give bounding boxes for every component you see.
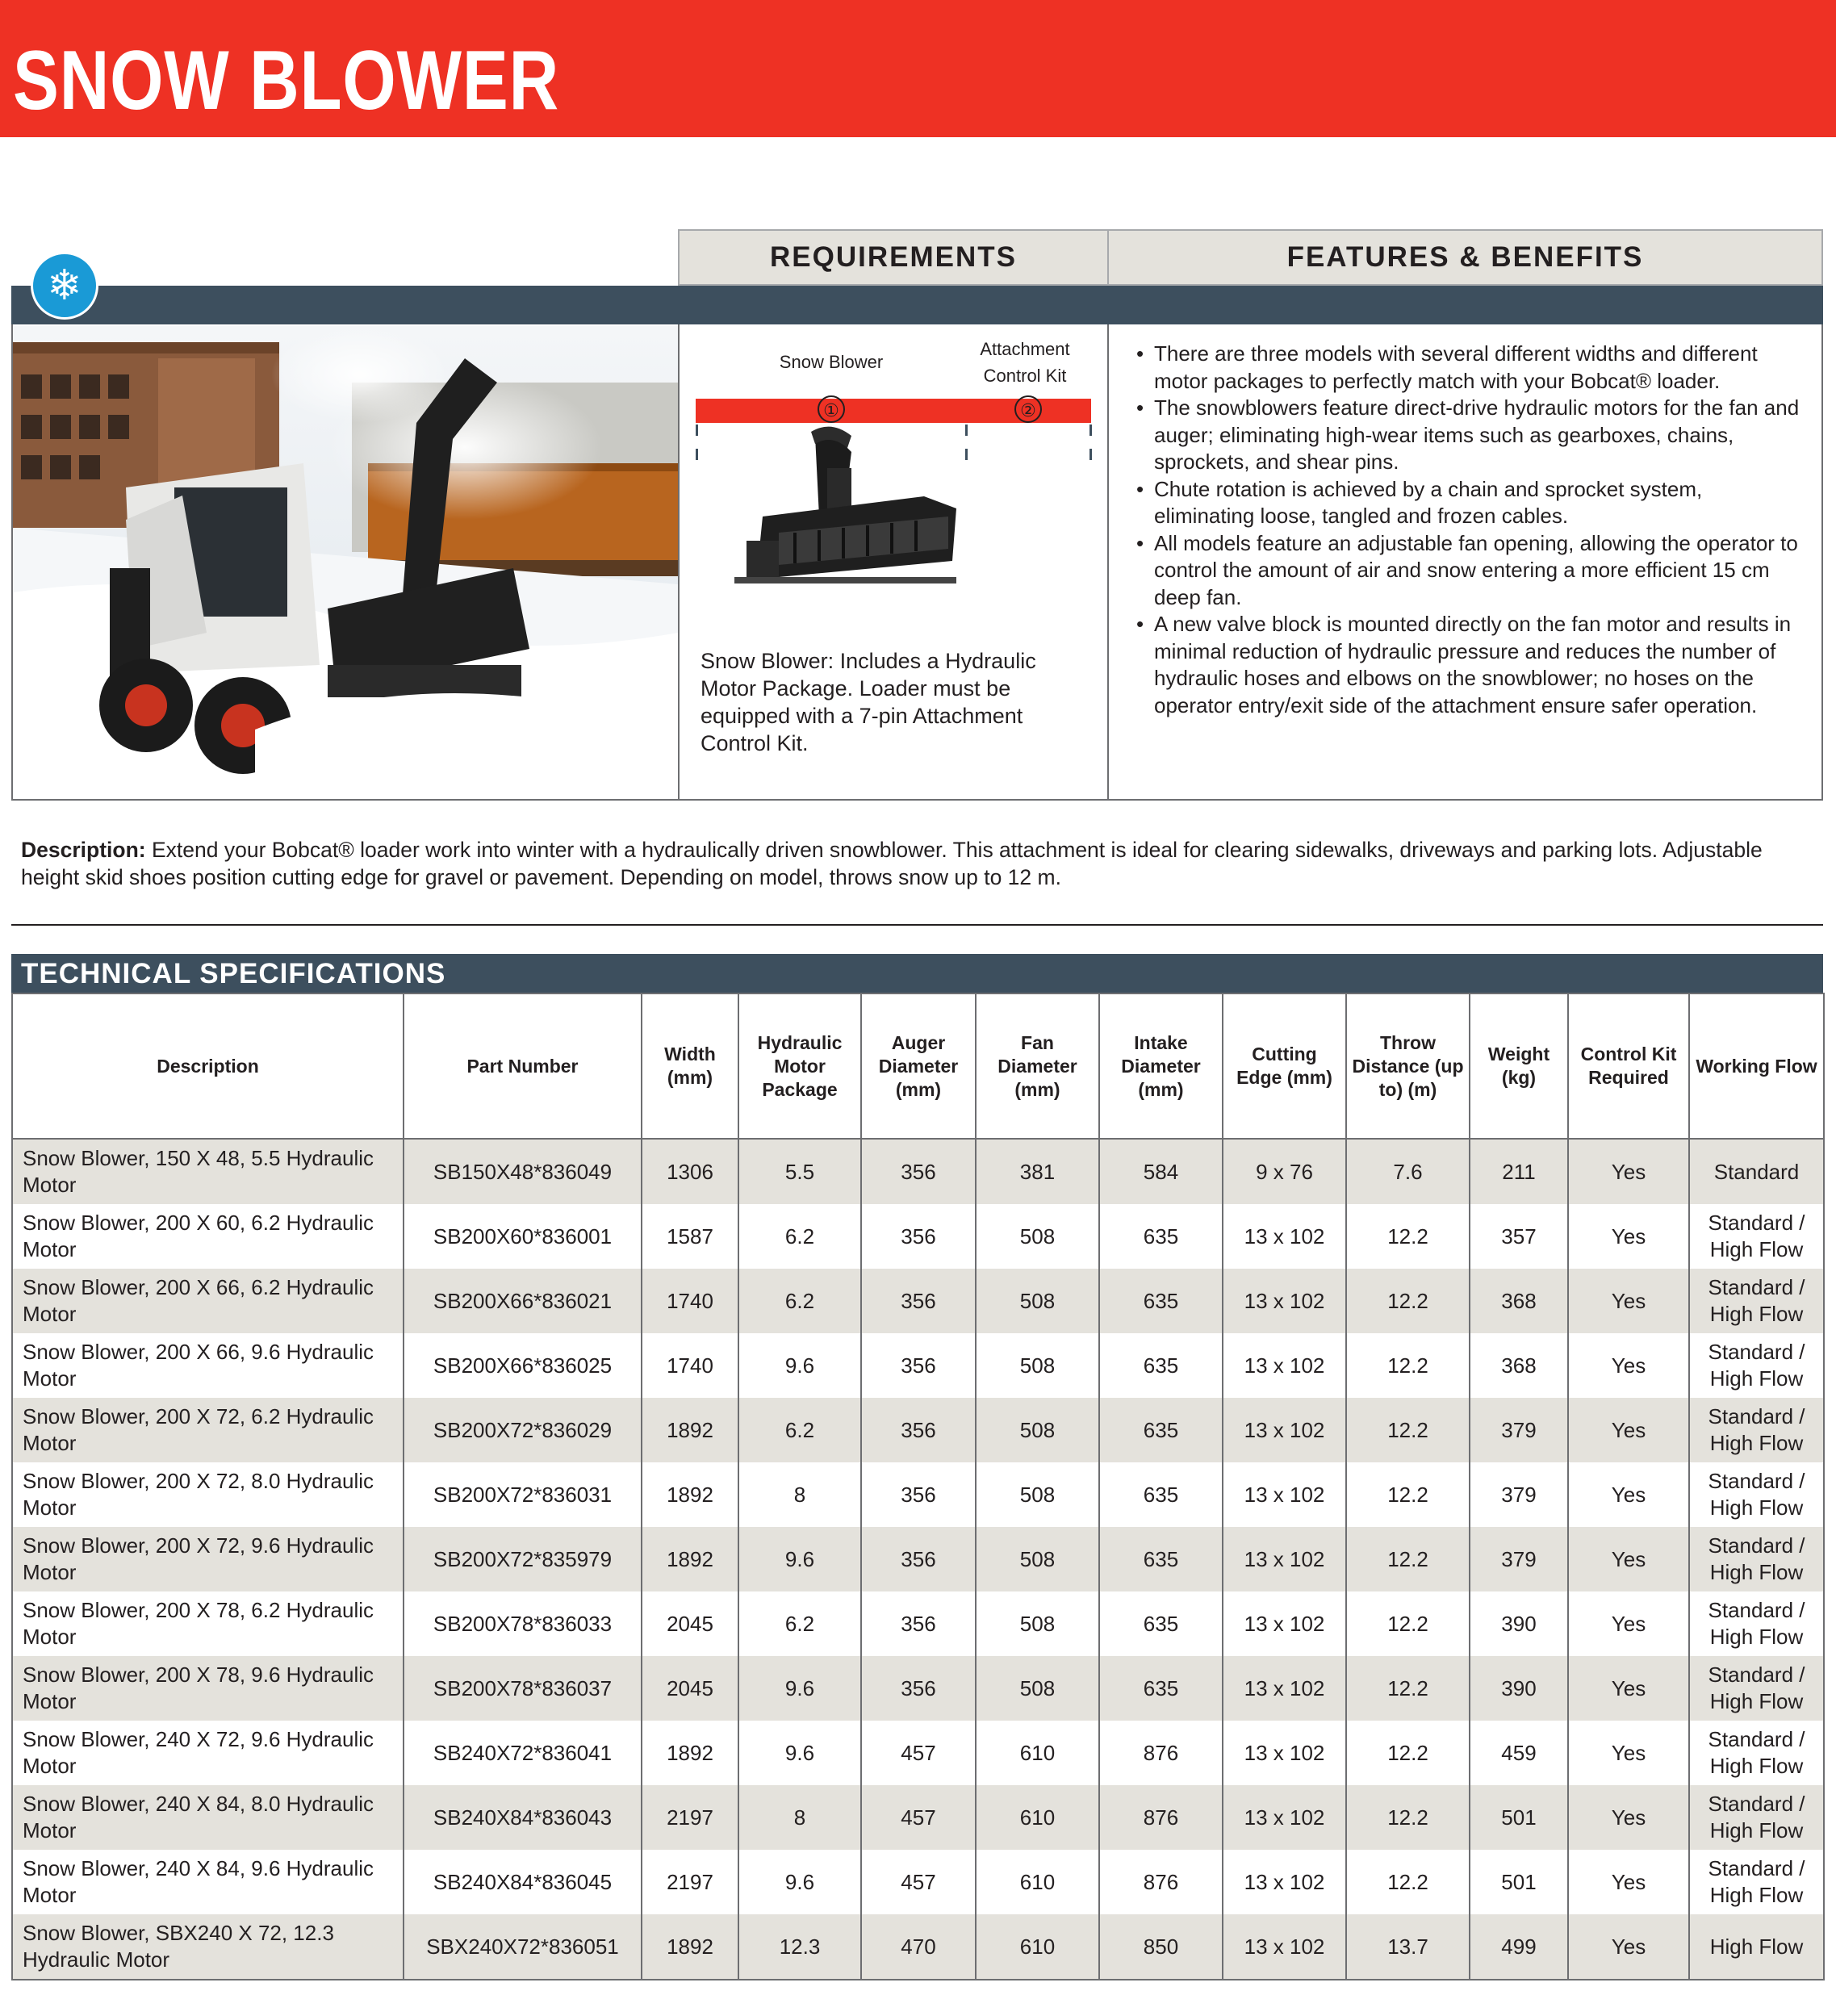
cell-working-flow: Standard / High Flow <box>1689 1398 1824 1462</box>
cell-control-kit: Yes <box>1568 1785 1689 1850</box>
cell-fan-diameter: 610 <box>976 1721 1099 1785</box>
feature-item: • A new valve block is mounted directly on the fan motor and results in minimal reduction of hydraulic pressure and reduces the number of hydraulic hoses and elbows on the snowblower; no hoses on the operator entry/exit side of the attachment ensure safer operation. <box>1136 611 1806 719</box>
cell-working-flow: Standard / High Flow <box>1689 1656 1824 1721</box>
cell-control-kit: Yes <box>1568 1721 1689 1785</box>
cell-intake-diameter: 635 <box>1099 1527 1223 1591</box>
cell-working-flow: Standard / High Flow <box>1689 1785 1824 1850</box>
feature-item: • There are three models with several different widths and different motor packages to perfectly match with your Bobcat® loader. <box>1136 341 1806 395</box>
req-tick <box>965 449 968 460</box>
cell-weight: 379 <box>1470 1462 1568 1527</box>
cell-throw-distance: 12.2 <box>1346 1656 1470 1721</box>
cell-description: Snow Blower, 240 X 84, 8.0 Hydraulic Motor <box>12 1785 404 1850</box>
panel-divider <box>678 324 680 801</box>
cell-auger-diameter: 356 <box>861 1398 976 1462</box>
table-row <box>12 1333 1824 1398</box>
cell-width: 1740 <box>642 1269 738 1333</box>
cell-weight: 459 <box>1470 1721 1568 1785</box>
req-tick <box>965 425 968 436</box>
cell-throw-distance: 12.2 <box>1346 1527 1470 1591</box>
cell-width: 1306 <box>642 1139 738 1204</box>
cell-control-kit: Yes <box>1568 1914 1689 1980</box>
cell-cutting-edge: 13 x 102 <box>1223 1462 1346 1527</box>
cell-motor-package: 9.6 <box>738 1656 861 1721</box>
column-header-cutting-edge: Cutting Edge (mm) <box>1223 993 1346 1139</box>
column-header-fan-diameter: Fan Diameter (mm) <box>976 993 1099 1139</box>
cell-intake-diameter: 635 <box>1099 1333 1223 1398</box>
cell-control-kit: Yes <box>1568 1398 1689 1462</box>
cell-part-number: SB240X84*836043 <box>404 1785 642 1850</box>
req-tick <box>696 449 698 460</box>
description-text: Extend your Bobcat® loader work into winter with a hydraulically driven snowblower. This attachment is ideal for clearing sidewalks, driveways and parking lots. Adjustable height skid shoes position cutting edge for gravel or pavement. Depending on model, throws snow up to 12 m. <box>21 838 1763 889</box>
req-number-1: ① <box>818 395 845 423</box>
column-header-throw-distance: Throw Distance (up to) (m) <box>1346 993 1470 1139</box>
cell-throw-distance: 12.2 <box>1346 1591 1470 1656</box>
cell-intake-diameter: 876 <box>1099 1721 1223 1785</box>
cell-cutting-edge: 13 x 102 <box>1223 1527 1346 1591</box>
cell-intake-diameter: 584 <box>1099 1139 1223 1204</box>
cell-description: Snow Blower, 200 X 72, 8.0 Hydraulic Motor <box>12 1462 404 1527</box>
features-list <box>1136 341 1806 719</box>
cell-working-flow: Standard <box>1689 1139 1824 1204</box>
cell-working-flow: Standard / High Flow <box>1689 1204 1824 1269</box>
snow-blower-product-image <box>730 420 964 589</box>
cell-motor-package: 6.2 <box>738 1591 861 1656</box>
cell-weight: 501 <box>1470 1785 1568 1850</box>
specs-header-row <box>12 993 1824 1139</box>
cell-width: 2197 <box>642 1785 738 1850</box>
cell-description: Snow Blower, 200 X 60, 6.2 Hydraulic Motor <box>12 1204 404 1269</box>
cell-control-kit: Yes <box>1568 1204 1689 1269</box>
cell-intake-diameter: 850 <box>1099 1914 1223 1980</box>
table-row <box>12 1785 1824 1850</box>
cell-weight: 390 <box>1470 1591 1568 1656</box>
cell-cutting-edge: 13 x 102 <box>1223 1269 1346 1333</box>
req-tick <box>1089 425 1092 436</box>
cell-weight: 390 <box>1470 1656 1568 1721</box>
cell-motor-package: 8 <box>738 1785 861 1850</box>
cell-working-flow: Standard / High Flow <box>1689 1333 1824 1398</box>
column-header-weight: Weight (kg) <box>1470 993 1568 1139</box>
column-header-auger-diameter: Auger Diameter (mm) <box>861 993 976 1139</box>
cell-cutting-edge: 13 x 102 <box>1223 1398 1346 1462</box>
cell-fan-diameter: 508 <box>976 1269 1099 1333</box>
cell-intake-diameter: 876 <box>1099 1850 1223 1914</box>
cell-cutting-edge: 13 x 102 <box>1223 1591 1346 1656</box>
cell-fan-diameter: 610 <box>976 1850 1099 1914</box>
cell-description: Snow Blower, 200 X 72, 6.2 Hydraulic Motor <box>12 1398 404 1462</box>
cell-working-flow: Standard / High Flow <box>1689 1591 1824 1656</box>
cell-throw-distance: 12.2 <box>1346 1333 1470 1398</box>
page-title: SNOW BLOWER <box>13 34 559 128</box>
cell-auger-diameter: 356 <box>861 1269 976 1333</box>
table-row <box>12 1269 1824 1333</box>
table-row <box>12 1850 1824 1914</box>
feature-item: • All models feature an adjustable fan opening, allowing the operator to control the amount of air and snow entering a more efficient 15 cm deep fan. <box>1136 530 1806 612</box>
cell-part-number: SB150X48*836049 <box>404 1139 642 1204</box>
cell-width: 2045 <box>642 1656 738 1721</box>
cell-width: 1892 <box>642 1721 738 1785</box>
description-label: Description: <box>21 838 146 862</box>
cell-intake-diameter: 635 <box>1099 1462 1223 1527</box>
cell-intake-diameter: 635 <box>1099 1591 1223 1656</box>
cell-part-number: SB200X72*835979 <box>404 1527 642 1591</box>
cell-working-flow: Standard / High Flow <box>1689 1850 1824 1914</box>
cell-description: Snow Blower, 200 X 78, 9.6 Hydraulic Motor <box>12 1656 404 1721</box>
cell-cutting-edge: 13 x 102 <box>1223 1785 1346 1850</box>
cell-width: 1740 <box>642 1333 738 1398</box>
cell-control-kit: Yes <box>1568 1139 1689 1204</box>
req-tick <box>696 425 698 436</box>
table-row <box>12 1721 1824 1785</box>
requirements-text: Snow Blower: Includes a Hydraulic Motor Package. Loader must be equipped with a 7-pin Attachment Control Kit. <box>701 649 1036 755</box>
cell-part-number: SBX240X72*836051 <box>404 1914 642 1980</box>
cell-throw-distance: 12.2 <box>1346 1269 1470 1333</box>
cell-width: 1892 <box>642 1527 738 1591</box>
cell-weight: 499 <box>1470 1914 1568 1980</box>
cell-throw-distance: 7.6 <box>1346 1139 1470 1204</box>
cell-cutting-edge: 13 x 102 <box>1223 1850 1346 1914</box>
cell-part-number: SB200X72*836029 <box>404 1398 642 1462</box>
cell-motor-package: 6.2 <box>738 1204 861 1269</box>
cell-motor-package: 9.6 <box>738 1721 861 1785</box>
requirements-heading: REQUIREMENTS <box>678 229 1109 286</box>
cell-weight: 379 <box>1470 1527 1568 1591</box>
feature-item: • The snowblowers feature direct-drive hydraulic motors for the fan and auger; eliminating high-wear items such as gearboxes, chains, sprockets, and shear pins. <box>1136 395 1806 476</box>
cell-motor-package: 9.6 <box>738 1527 861 1591</box>
cell-width: 1587 <box>642 1204 738 1269</box>
table-row <box>12 1656 1824 1721</box>
cell-auger-diameter: 457 <box>861 1785 976 1850</box>
cell-motor-package: 8 <box>738 1462 861 1527</box>
cell-fan-diameter: 508 <box>976 1204 1099 1269</box>
snowflake-icon: ❄ <box>31 252 98 320</box>
req-tick <box>1089 449 1092 460</box>
section-rule <box>11 924 1823 926</box>
cell-weight: 357 <box>1470 1204 1568 1269</box>
cell-auger-diameter: 356 <box>861 1139 976 1204</box>
column-header-control-kit: Control Kit Required <box>1568 993 1689 1139</box>
cell-auger-diameter: 356 <box>861 1333 976 1398</box>
cell-description: Snow Blower, SBX240 X 72, 12.3 Hydraulic Motor <box>12 1914 404 1980</box>
cell-working-flow: High Flow <box>1689 1914 1824 1980</box>
title-banner <box>0 0 1836 137</box>
cell-throw-distance: 12.2 <box>1346 1785 1470 1850</box>
req-number-2: ② <box>1014 395 1042 423</box>
cell-throw-distance: 12.2 <box>1346 1721 1470 1785</box>
cell-fan-diameter: 508 <box>976 1656 1099 1721</box>
cell-working-flow: Standard / High Flow <box>1689 1269 1824 1333</box>
cell-intake-diameter: 635 <box>1099 1204 1223 1269</box>
description-paragraph <box>21 836 1813 891</box>
cell-description: Snow Blower, 240 X 72, 9.6 Hydraulic Motor <box>12 1721 404 1785</box>
cell-auger-diameter: 356 <box>861 1204 976 1269</box>
cell-control-kit: Yes <box>1568 1591 1689 1656</box>
cell-part-number: SB240X72*836041 <box>404 1721 642 1785</box>
cell-fan-diameter: 508 <box>976 1398 1099 1462</box>
cell-part-number: SB200X60*836001 <box>404 1204 642 1269</box>
cell-width: 1892 <box>642 1914 738 1980</box>
cell-width: 2197 <box>642 1850 738 1914</box>
cell-working-flow: Standard / High Flow <box>1689 1527 1824 1591</box>
cell-intake-diameter: 635 <box>1099 1269 1223 1333</box>
table-row <box>12 1591 1824 1656</box>
features-heading: FEATURES & BENEFITS <box>1107 229 1823 286</box>
cell-fan-diameter: 508 <box>976 1527 1099 1591</box>
cell-cutting-edge: 13 x 102 <box>1223 1721 1346 1785</box>
cell-description: Snow Blower, 200 X 66, 6.2 Hydraulic Motor <box>12 1269 404 1333</box>
tech-specs-heading: TECHNICAL SPECIFICATIONS <box>11 954 1823 993</box>
cell-width: 1892 <box>642 1398 738 1462</box>
cell-fan-diameter: 508 <box>976 1333 1099 1398</box>
cell-weight: 501 <box>1470 1850 1568 1914</box>
cell-part-number: SB200X72*836031 <box>404 1462 642 1527</box>
req-label-snow-blower: Snow Blower <box>779 352 884 372</box>
cell-throw-distance: 12.2 <box>1346 1462 1470 1527</box>
cell-width: 1892 <box>642 1462 738 1527</box>
cell-motor-package: 6.2 <box>738 1269 861 1333</box>
table-row <box>12 1139 1824 1204</box>
cell-working-flow: Standard / High Flow <box>1689 1721 1824 1785</box>
cell-control-kit: Yes <box>1568 1527 1689 1591</box>
cell-motor-package: 12.3 <box>738 1914 861 1980</box>
cell-control-kit: Yes <box>1568 1333 1689 1398</box>
cell-throw-distance: 12.2 <box>1346 1204 1470 1269</box>
cell-part-number: SB200X78*836037 <box>404 1656 642 1721</box>
cell-intake-diameter: 635 <box>1099 1398 1223 1462</box>
cell-fan-diameter: 610 <box>976 1785 1099 1850</box>
cell-auger-diameter: 470 <box>861 1914 976 1980</box>
panel-divider <box>1107 324 1109 801</box>
table-row <box>12 1914 1824 1980</box>
cell-part-number: SB200X66*836025 <box>404 1333 642 1398</box>
cell-description: Snow Blower, 200 X 72, 9.6 Hydraulic Motor <box>12 1527 404 1591</box>
cell-auger-diameter: 457 <box>861 1850 976 1914</box>
table-row <box>12 1527 1824 1591</box>
cell-throw-distance: 13.7 <box>1346 1914 1470 1980</box>
product-photo <box>13 326 678 799</box>
feature-item: • Chute rotation is achieved by a chain and sprocket system, eliminating loose, tangled and frozen cables. <box>1136 476 1806 530</box>
cell-throw-distance: 12.2 <box>1346 1398 1470 1462</box>
cell-auger-diameter: 356 <box>861 1462 976 1527</box>
cell-control-kit: Yes <box>1568 1656 1689 1721</box>
cell-motor-package: 9.6 <box>738 1333 861 1398</box>
cell-auger-diameter: 457 <box>861 1721 976 1785</box>
cell-description: Snow Blower, 240 X 84, 9.6 Hydraulic Motor <box>12 1850 404 1914</box>
cell-fan-diameter: 508 <box>976 1462 1099 1527</box>
specs-body <box>12 1139 1824 1980</box>
cell-throw-distance: 12.2 <box>1346 1850 1470 1914</box>
column-header-width: Width (mm) <box>642 993 738 1139</box>
cell-working-flow: Standard / High Flow <box>1689 1462 1824 1527</box>
cell-auger-diameter: 356 <box>861 1591 976 1656</box>
cell-width: 2045 <box>642 1591 738 1656</box>
cell-cutting-edge: 13 x 102 <box>1223 1914 1346 1980</box>
table-row <box>12 1398 1824 1462</box>
column-header-part-number: Part Number <box>404 993 642 1139</box>
specs-table <box>11 993 1825 1980</box>
cell-auger-diameter: 356 <box>861 1527 976 1591</box>
cell-control-kit: Yes <box>1568 1850 1689 1914</box>
cell-part-number: SB200X78*836033 <box>404 1591 642 1656</box>
table-row <box>12 1462 1824 1527</box>
cell-motor-package: 5.5 <box>738 1139 861 1204</box>
cell-control-kit: Yes <box>1568 1462 1689 1527</box>
cell-weight: 379 <box>1470 1398 1568 1462</box>
column-header-working-flow: Working Flow <box>1689 993 1824 1139</box>
cell-cutting-edge: 13 x 102 <box>1223 1333 1346 1398</box>
cell-auger-diameter: 356 <box>861 1656 976 1721</box>
cell-fan-diameter: 508 <box>976 1591 1099 1656</box>
cell-cutting-edge: 13 x 102 <box>1223 1204 1346 1269</box>
cell-fan-diameter: 610 <box>976 1914 1099 1980</box>
cell-weight: 368 <box>1470 1333 1568 1398</box>
cell-fan-diameter: 381 <box>976 1139 1099 1204</box>
cell-intake-diameter: 876 <box>1099 1785 1223 1850</box>
cell-motor-package: 9.6 <box>738 1850 861 1914</box>
cell-intake-diameter: 635 <box>1099 1656 1223 1721</box>
column-header-description: Description <box>12 993 404 1139</box>
cell-description: Snow Blower, 200 X 66, 9.6 Hydraulic Motor <box>12 1333 404 1398</box>
cell-part-number: SB200X66*836021 <box>404 1269 642 1333</box>
column-header-motor-package: Hydraulic Motor Package <box>738 993 861 1139</box>
req-label-control-kit: Attachment Control Kit <box>980 339 1070 386</box>
cell-weight: 368 <box>1470 1269 1568 1333</box>
cell-cutting-edge: 9 x 76 <box>1223 1139 1346 1204</box>
cell-part-number: SB240X84*836045 <box>404 1850 642 1914</box>
cell-description: Snow Blower, 150 X 48, 5.5 Hydraulic Motor <box>12 1139 404 1204</box>
section-divider-bar <box>11 286 1823 324</box>
cell-control-kit: Yes <box>1568 1269 1689 1333</box>
cell-weight: 211 <box>1470 1139 1568 1204</box>
table-row <box>12 1204 1824 1269</box>
cell-cutting-edge: 13 x 102 <box>1223 1656 1346 1721</box>
cell-motor-package: 6.2 <box>738 1398 861 1462</box>
cell-description: Snow Blower, 200 X 78, 6.2 Hydraulic Motor <box>12 1591 404 1656</box>
column-header-intake-diameter: Intake Diameter (mm) <box>1099 993 1223 1139</box>
